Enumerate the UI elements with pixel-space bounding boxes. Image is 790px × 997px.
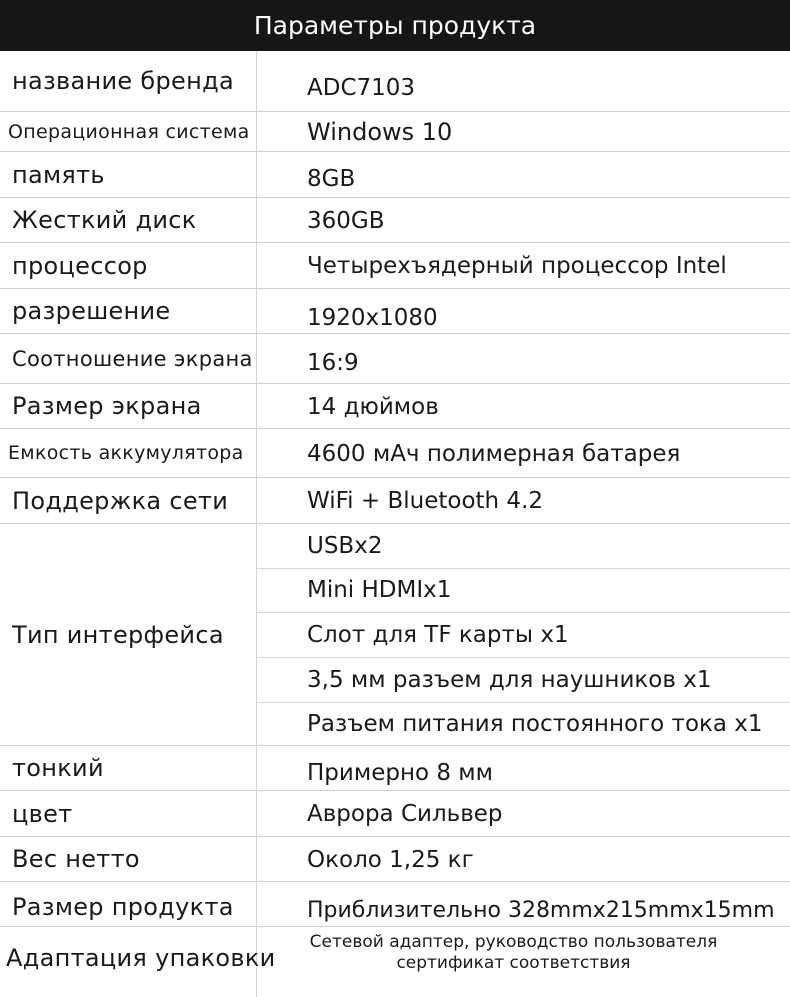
spec-value: Примерно 8 мм — [307, 759, 494, 786]
spec-row-thickness — [0, 746, 790, 791]
spec-value: Приблизительно 328mmx215mmx15mm — [307, 898, 775, 923]
spec-label: Операционная система — [8, 120, 250, 143]
spec-table — [0, 51, 790, 997]
package-line-1: Сетевой адаптер, руководство пользователя — [309, 932, 718, 952]
spec-row-brand — [0, 51, 790, 112]
spec-row-screen-size — [0, 384, 790, 429]
spec-value: 14 дюймов — [307, 393, 439, 420]
spec-label: тонкий — [12, 754, 104, 782]
spec-value-package — [257, 927, 790, 979]
spec-row-color — [0, 791, 790, 837]
spec-value: 4600 мАч полимерная батарея — [307, 440, 681, 467]
spec-value: USBx2 — [307, 533, 383, 559]
spec-label: цвет — [12, 799, 73, 828]
spec-row-cpu — [0, 243, 790, 289]
spec-label: Соотношение экрана — [12, 346, 253, 371]
spec-row-resolution — [0, 289, 790, 334]
spec-value: Около 1,25 кг — [307, 846, 474, 873]
spec-value: Аврора Сильвер — [307, 801, 503, 827]
spec-value: Mini HDMIx1 — [307, 577, 452, 603]
spec-label: Жесткий диск — [12, 206, 197, 234]
spec-label: Тип интерфейса — [12, 620, 224, 649]
spec-value: 360GB — [307, 207, 385, 234]
spec-table-header — [0, 0, 790, 51]
spec-row-os — [0, 112, 790, 152]
spec-label: Вес нетто — [12, 845, 140, 873]
spec-row-memory — [0, 152, 790, 198]
spec-value: 1920x1080 — [307, 304, 438, 331]
spec-value: Разъем питания постоянного тока x1 — [307, 711, 763, 737]
spec-row-disk — [0, 198, 790, 243]
spec-value: Четырехъядерный процессор Intel — [307, 253, 727, 279]
spec-label: разрешение — [12, 297, 171, 325]
spec-value: 3,5 мм разъем для наушников x1 — [307, 666, 712, 693]
spec-label: Размер экрана — [12, 392, 202, 420]
spec-row-interfaces — [0, 524, 790, 746]
package-line-2: сертификат соответствия — [396, 953, 631, 973]
spec-row-aspect — [0, 334, 790, 384]
spec-row-weight — [0, 837, 790, 882]
spec-value: WiFi + Bluetooth 4.2 — [307, 488, 544, 514]
spec-label: Адаптация упаковки — [6, 944, 276, 972]
spec-value: 8GB — [307, 166, 356, 192]
spec-value: Windows 10 — [307, 118, 453, 146]
spec-row-network — [0, 478, 790, 524]
page-title: Параметры продукта — [253, 11, 537, 40]
spec-label: Емкость аккумулятора — [8, 442, 244, 464]
spec-value: Слот для TF карты x1 — [307, 621, 569, 648]
spec-row-package — [0, 927, 790, 997]
spec-label: Поддержка сети — [12, 486, 229, 515]
spec-label: название бренда — [12, 67, 234, 95]
spec-row-battery — [0, 429, 790, 478]
spec-label: процессор — [12, 251, 148, 280]
spec-label: Размер продукта — [12, 893, 234, 921]
spec-label: память — [12, 160, 105, 189]
spec-value: 16:9 — [307, 350, 359, 376]
spec-value: ADC7103 — [307, 75, 416, 101]
